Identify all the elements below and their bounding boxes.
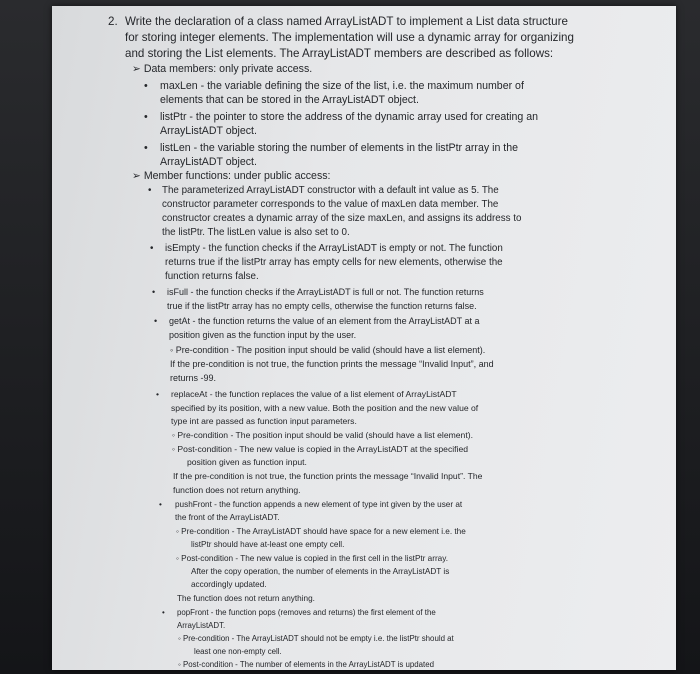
intro-line: and storing the List elements. The ArrayListADT members are described as follows: — [125, 47, 554, 60]
replaceat-line: specified by its position, with a new value. Both the position and the new value of — [171, 403, 479, 413]
data-members-header: ➢ Data members: only private access. — [132, 63, 313, 75]
member-functions-header: ➢ Member functions: under public access: — [132, 170, 331, 182]
replaceat-precondition: ◦ Pre-condition - The position input should be valid (should have a list element). — [172, 430, 473, 440]
isfull-line: true if the listPtr array has no empty cells, otherwise the function returns false. — [167, 301, 477, 311]
isempty-line: returns true if the listPtr array has empty cells for new elements, otherwise the — [165, 257, 503, 268]
getat-line: If the pre-condition is not true, the function prints the message “Invalid Input”, and — [170, 359, 494, 369]
pushfront-postcondition: ◦ Post-condition - The new value is copied in the first cell in the listPtr array. — [176, 554, 448, 563]
popfront-line: least one non-empty cell. — [194, 647, 282, 656]
constructor-line: constructor parameter corresponds to the value of maxLen data member. The — [162, 199, 499, 210]
bullet: • — [144, 80, 148, 92]
listptr-line: ArrayListADT object. — [160, 125, 257, 137]
intro-line: Write the declaration of a class named ArrayListADT to implement a List data structure — [125, 15, 568, 28]
constructor-line: The parameterized ArrayListADT constructor with a default int value as 5. The — [162, 185, 499, 196]
bullet: • — [144, 111, 148, 123]
replaceat-line: type int are passed as function input parameters. — [171, 416, 357, 426]
pushfront-line: The function does not return anything. — [177, 594, 315, 603]
pushfront-line: accordingly updated. — [191, 580, 267, 589]
popfront-line: popFront - the function pops (removes and returns) the first element of the — [177, 608, 436, 617]
bullet: • — [152, 287, 156, 297]
replaceat-line: If the pre-condition is not true, the function prints the message “Invalid Input”. The — [173, 471, 483, 481]
getat-precondition: ◦ Pre-condition - The position input should be valid (should have a list element). — [170, 345, 486, 355]
maxlen-line: maxLen - the variable defining the size of the list, i.e. the maximum number of — [160, 80, 524, 92]
pushfront-line: pushFront - the function appends a new element of type int given by the user at — [175, 500, 463, 509]
intro-line: for storing integer elements. The implementation will use a dynamic array for organizing — [125, 31, 574, 44]
bullet: • — [148, 185, 152, 196]
popfront-line: ArrayListADT. — [177, 621, 226, 630]
maxlen-line: elements that can be stored in the ArrayListADT object. — [160, 94, 419, 106]
listlen-line: listLen - the variable storing the number of elements in the listPtr array in the — [160, 142, 519, 154]
isempty-line: isEmpty - the function checks if the ArrayListADT is empty or not. The function — [165, 243, 503, 254]
bullet: • — [154, 316, 158, 326]
bullet: • — [150, 243, 154, 254]
isfull-line: isFull - the function checks if the ArrayListADT is full or not. The function returns — [167, 287, 484, 297]
popfront-precondition: ◦ Pre-condition - The ArrayListADT should not be empty i.e. the listPtr should at — [178, 634, 454, 643]
constructor-line: constructor creates a dynamic array of the size maxLen, and assigns its address to — [162, 213, 522, 224]
question-number: 2. — [108, 15, 118, 28]
bullet: • — [159, 500, 162, 509]
replaceat-line: replaceAt - the function replaces the value of a list element of ArrayListADT — [171, 389, 457, 399]
bullet: • — [162, 608, 165, 617]
pushfront-line: listPtr should have at-least one empty cell. — [191, 540, 345, 549]
replaceat-line: function does not return anything. — [173, 485, 301, 495]
bullet: • — [156, 389, 160, 399]
getat-line: getAt - the function returns the value of an element from the ArrayListADT at a — [169, 316, 480, 326]
replaceat-line: position given as function input. — [187, 457, 307, 467]
pushfront-line: After the copy operation, the number of elements in the ArrayListADT is — [191, 567, 450, 576]
document-page — [52, 6, 676, 670]
listlen-line: ArrayListADT object. — [160, 156, 257, 168]
replaceat-postcondition: ◦ Post-condition - The new value is copied in the ArrayListADT at the specified — [172, 444, 469, 454]
listptr-line: listPtr - the pointer to store the address of the dynamic array used for creating an — [160, 111, 539, 123]
getat-line: position given as the function input by the user. — [169, 330, 357, 340]
question-text — [52, 6, 676, 670]
pushfront-line: the front of the ArrayListADT. — [175, 513, 280, 522]
bullet: • — [144, 142, 148, 154]
constructor-line: the listPtr. The listLen value is also set to 0. — [162, 227, 350, 238]
popfront-postcondition: ◦ Post-condition - The number of elements in the ArrayListADT is updated — [178, 660, 435, 669]
isempty-line: function returns false. — [165, 271, 259, 282]
pushfront-precondition: ◦ Pre-condition - The ArrayListADT should have space for a new element i.e. the — [176, 527, 466, 536]
getat-line: returns -99. — [170, 373, 217, 383]
